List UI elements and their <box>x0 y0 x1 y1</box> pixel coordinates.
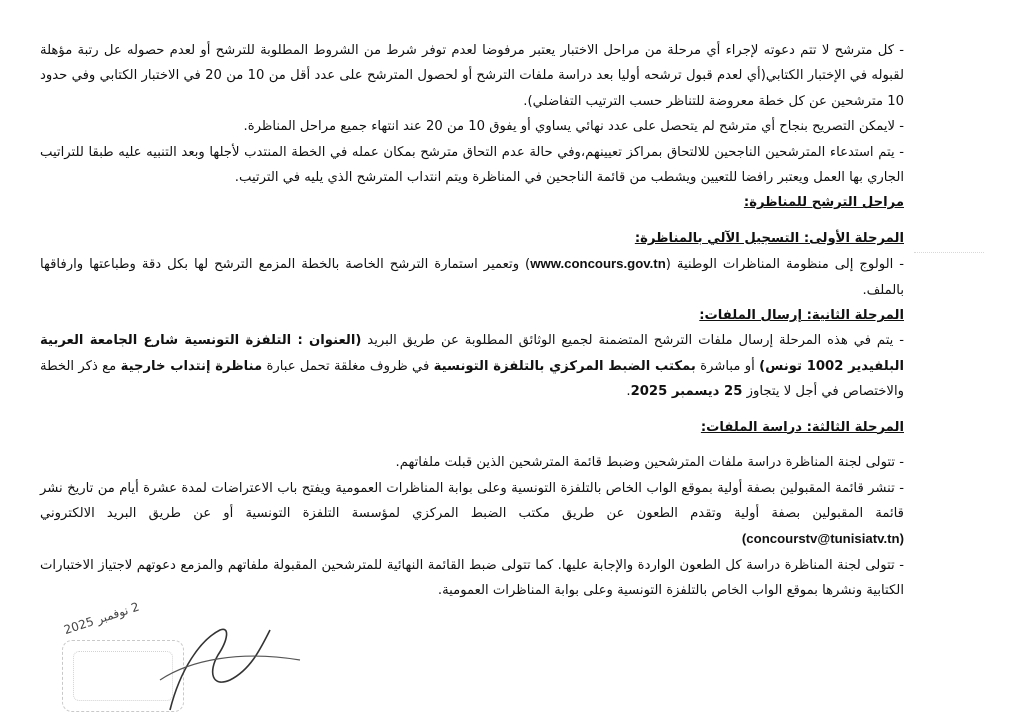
stage2-text-2: أو مباشرة <box>695 358 760 374</box>
intro-paragraph-1: - كل مترشح لا تتم دعوته لإجراء أي مرحلة من مراحل الاختبار يعتبر مرفوضا لعدم توفر شرط من الشروط المطلوبة للترشح أو لعدم حصوله عل رتبة مؤهلة لقبوله في الإختبار الكتابي(أي لعدم قبول ترشحه أوليا بعد دراسة ملفات الترشح أو لحصول المترشح على عدد أقل من 10 من 20 في الاختبار الكتابي وفي حدود 10 مترشحين عن كل خطة معروضة للتناظر حسب الترتيب التفاضلي). <box>40 43 904 109</box>
stage2-address: (العنوان : التلفزة التونسية شارع الجامعة العربية البلفيدير 1002 تونس) <box>40 333 905 374</box>
stage1-url-link[interactable]: www.concours.gov.tn <box>530 256 666 272</box>
signature-stroke <box>170 629 270 710</box>
stage2-text-5: . <box>626 384 631 400</box>
stage3-paragraph-1: - تتولى لجنة المناظرة دراسة ملفات المترشحين وضبط قائمة المترشحين الذين قبلت ملفاتهم. <box>395 455 904 471</box>
intro-paragraph-2: - لايمكن التصريح بنجاح أي مترشح لم يتحصل على عدد نهائي يساوي أو يفوق 10 من 20 عند انتهاء جميع مراحل المناظرة. <box>243 119 904 135</box>
intro-paragraph-3: - يتم استدعاء المترشحين الناجحين للالتحاق بمراكز تعيينهم،وفي حالة عدم التحاق مترشح بمكان عمله في الخطة المنتدب لأجلها وبعد التنبيه عليه طبقا للتراتيب الجاري بها العمل ويعتبر رافضا للتعيين ويشطب من قائمة الناجحين في المناظرة ويتم انتداب المترشح الذي يليه في الترتيب. <box>40 144 904 186</box>
stage2-title: المرحلة الثانية: إرسال الملفات: <box>699 308 904 324</box>
stage2-deadline: 25 ديسمبر 2025 <box>630 384 743 400</box>
handwritten-date: 2 نوفمبر 2025 <box>62 599 141 638</box>
stage2-office: بمكتب الضبط المركزي بالتلفزة التونسية <box>433 358 696 374</box>
document-body <box>40 38 904 604</box>
stage1-text-before: - الولوج إلى منظومة المناظرات الوطنية ( <box>665 257 904 273</box>
stage2-text-1: - يتم في هذه المرحلة إرسال ملفات الترشح المتضمنة لجميع الوثائق المطلوبة عن طريق البريد <box>361 333 904 349</box>
stage1-title: المرحلة الأولى: التسجيل الآلي بالمناظرة: <box>634 230 904 246</box>
stage2-competition: مناظرة إنتداب خارجية <box>120 358 263 374</box>
stage2-text-4: مع ذكر الخطة والاختصاص في أجل لا يتجاوز <box>40 358 904 400</box>
stage2-paragraph <box>40 328 904 404</box>
section-title: مراحل الترشح للمناظرة: <box>743 195 904 211</box>
stage3-text-before-email: - تنشر قائمة المقبولين بصفة أولية بموقع الواب الخاص بالتلفزة التونسية وعلى بوابة المناظرات العمومية ويفتح باب الاعتراضات لمدة عشرة أيام من تاريخ نشر قائمة المقبولين بصفة أولية وتقدم الطعون عن طريق مكتب الضبط المركزي لمؤسسة التلفزة التونسية أو عن طريق البريد الالكتروني <box>40 480 904 521</box>
handwritten-signature <box>62 560 340 720</box>
stage1-paragraph <box>40 251 904 303</box>
stage3-email-link[interactable]: (concourstv@tunisiatv.tn) <box>741 531 904 547</box>
faint-ruler-mark <box>914 252 984 261</box>
stage2-text-3: في ظروف مغلقة تحمل عبارة <box>262 358 434 374</box>
stage3-title: المرحلة الثالثة: دراسة الملفات: <box>700 419 904 435</box>
stage1-text-after: ) وتعمير استمارة الترشح الخاصة بالخطة المزمع الترشح لها بكل دقة وطباعتها وارفاقها بالملف. <box>40 257 904 298</box>
stage3-paragraph-2 <box>40 476 904 553</box>
stage3-paragraph-3: - تتولى لجنة المناظرة دراسة كل الطعون الواردة والإجابة عليها. كما تتولى ضبط القائمة النهائية للمترشحين المقبولة ملفاتهم والمزمع دعوتهم لاجتياز الاختبارات الكتابية ونشرها بموقع الواب الخاص بالتلفزة التونسية وعلى بوابة المناظرات العمومية. <box>40 557 904 599</box>
